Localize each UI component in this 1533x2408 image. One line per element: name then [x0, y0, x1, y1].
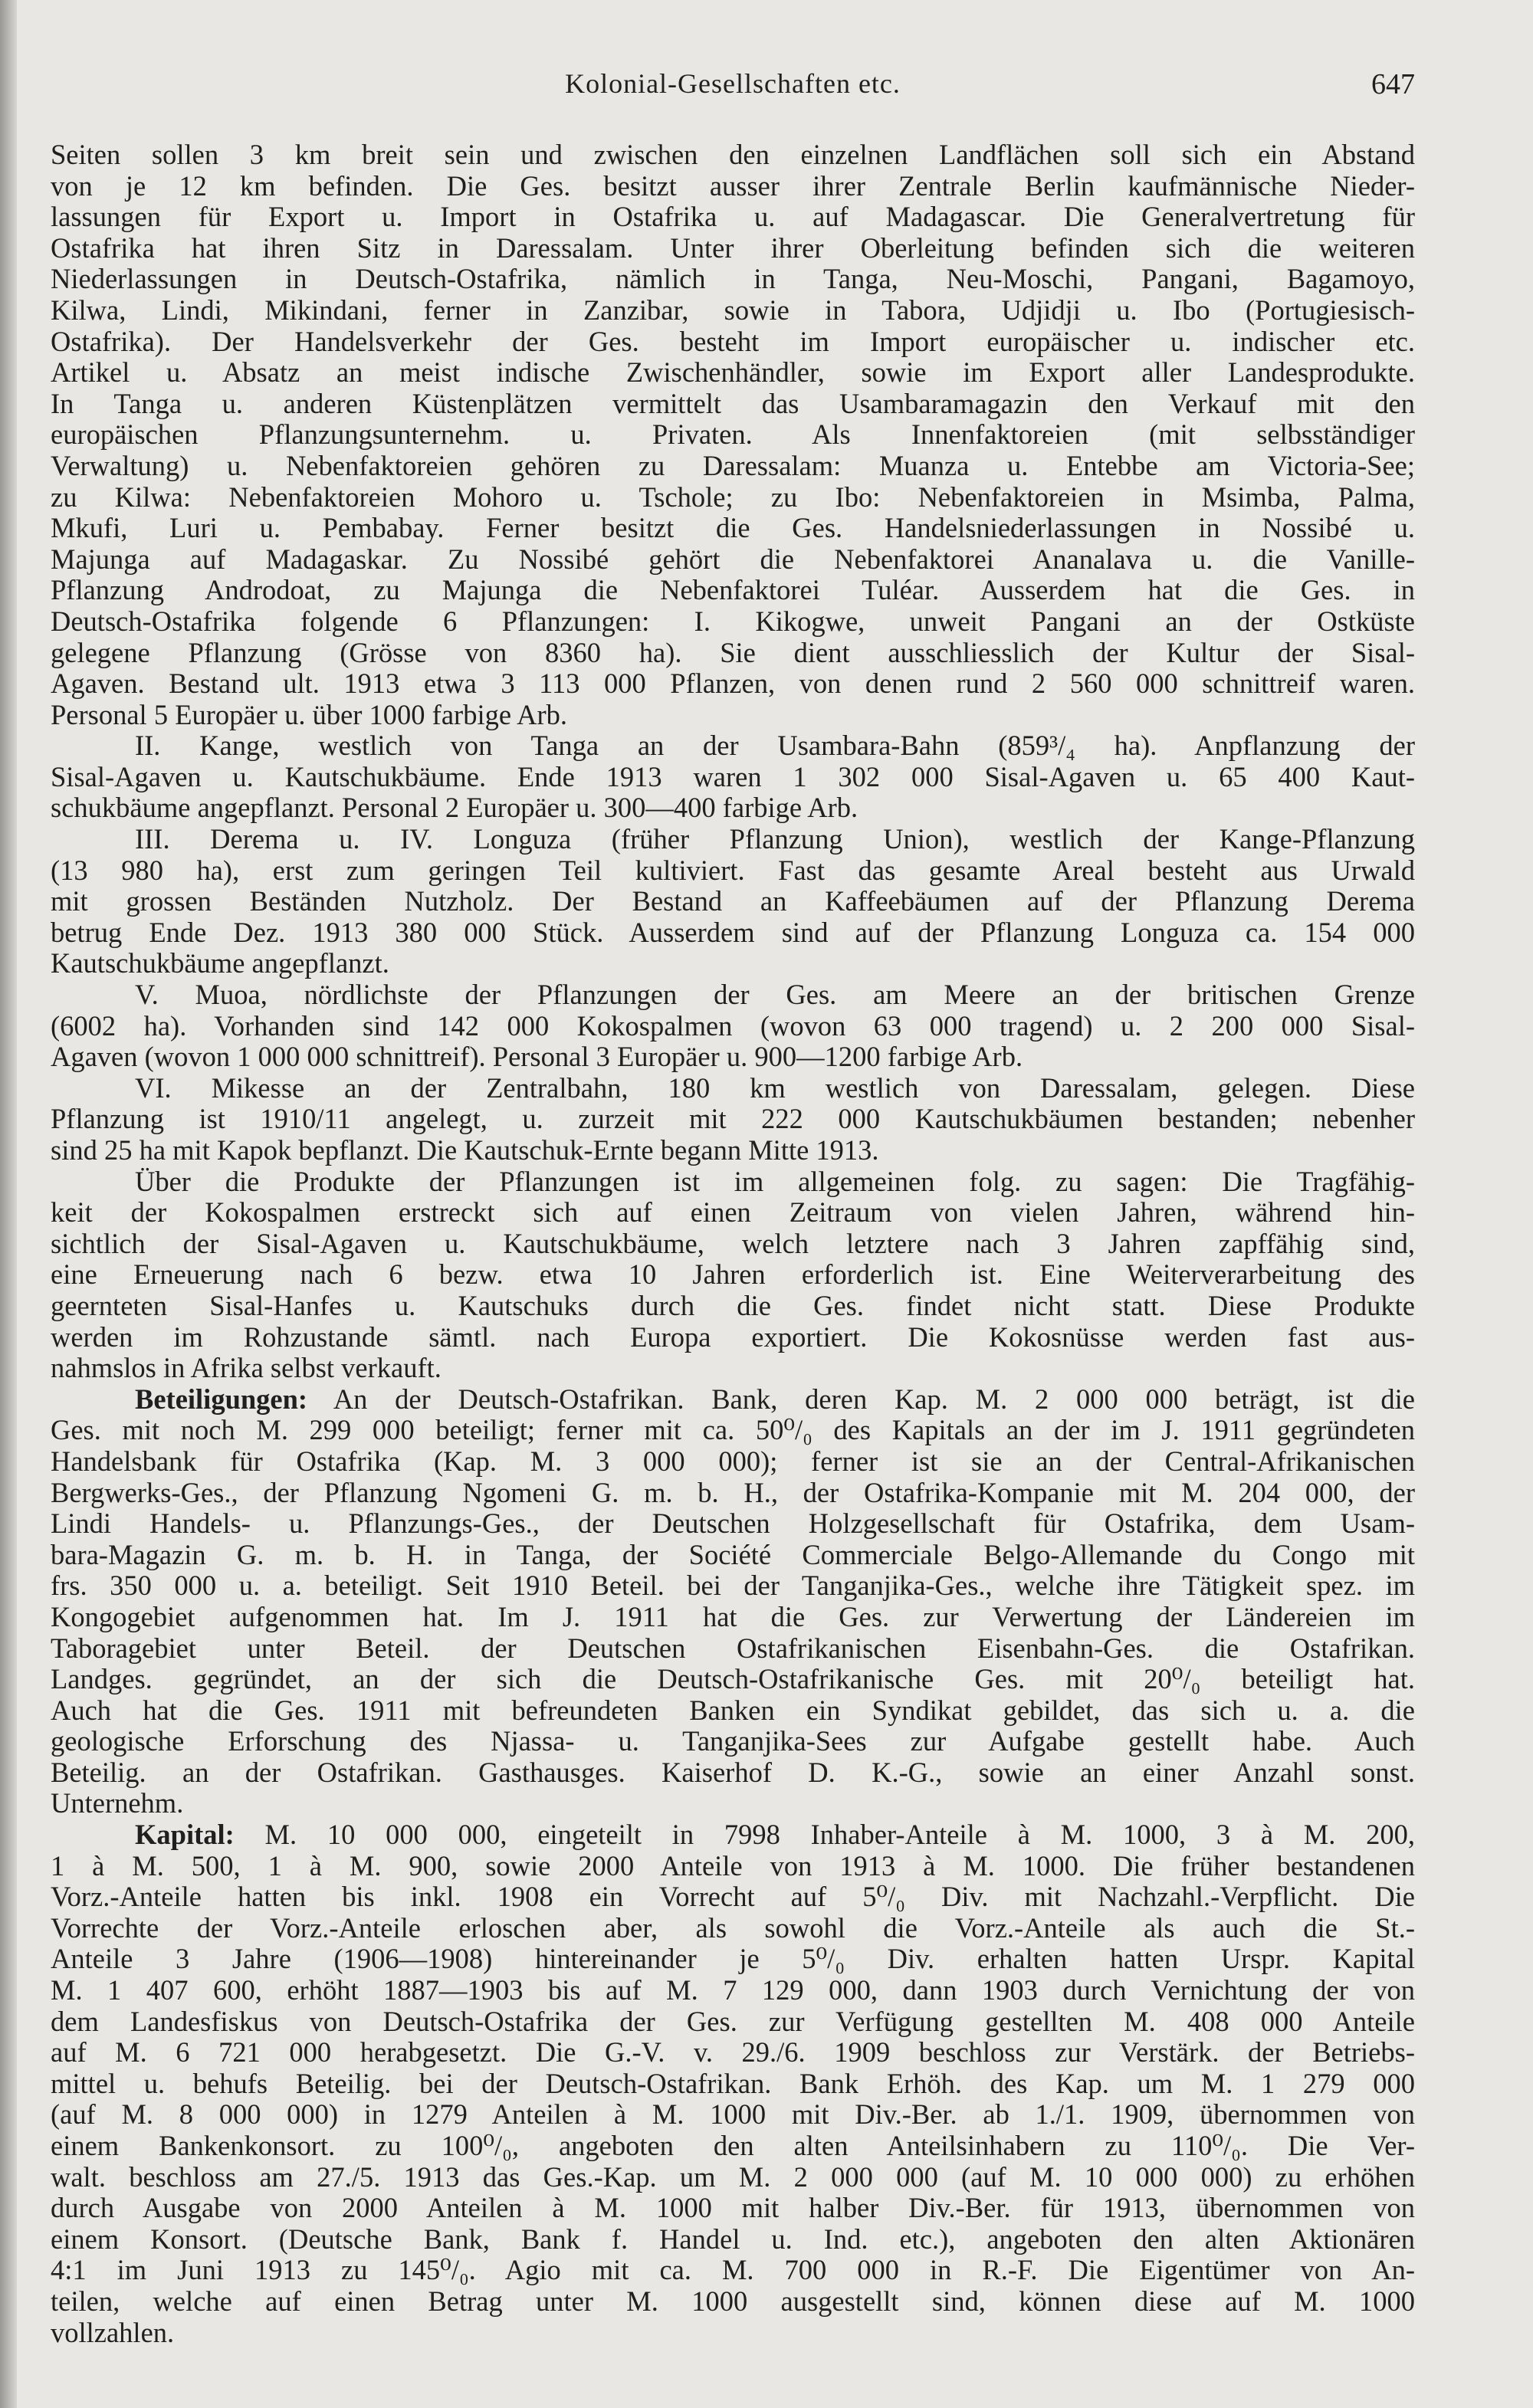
text-line — [51, 1291, 1415, 1322]
line-text: II. Kange, westlich von Tanga an der Usambara-Bahn (859³/₄ ha). Anpflanzung der — [135, 730, 1415, 762]
text-line — [51, 1446, 1415, 1478]
text-line — [51, 1384, 1415, 1416]
line-text: Beteilig. an der Ostafrikan. Gasthausges. Kaiserhof D. K.-G., sowie an einer Anzahl sonst. — [51, 1756, 1415, 1788]
text-line — [51, 948, 1415, 979]
line-text: 4:1 im Juni 1913 zu 145⁰/₀. Agio mit ca. M. 700 000 in R.-F. Die Eigentümer von An- — [51, 2254, 1415, 2286]
line-text: einem Bankenkonsort. zu 100⁰/₀, angeboten den alten Anteilsinhabern zu 110⁰/₀. Die Ver- — [51, 2130, 1415, 2161]
line-text: Pflanzung ist 1910/11 angelegt, u. zurzeit mit 222 000 Kautschukbäumen bestanden; nebenher — [51, 1103, 1415, 1135]
text-line — [51, 482, 1415, 513]
text-line — [51, 1975, 1415, 2006]
text-line — [51, 700, 1415, 731]
text-line — [51, 1695, 1415, 1727]
line-text: (auf M. 8 000 000) in 1279 Anteilen à M. 1000 mit Div.-Ber. ab 1./1. 1909, übernommen von — [51, 2098, 1415, 2131]
line-text: Ges. mit noch M. 299 000 beteiligt; ferner mit ca. 50⁰/₀ des Kapitals an der im J. 1911 gegründeten — [51, 1414, 1415, 1446]
text-line — [51, 1478, 1415, 1509]
text-line — [51, 1664, 1415, 1695]
line-text: Majunga auf Madagaskar. Zu Nossibé gehört die Nebenfaktorei Ananalava u. die Vanille- — [51, 543, 1415, 575]
line-text: Vorrechte der Vorz.-Anteile erloschen aber, als sowohl die Vorz.-Anteile als auch die St.- — [51, 1911, 1415, 1944]
line-text: Anteile 3 Jahre (1906—1908) hintereinander je 5⁰/₀ Div. erhalten hatten Urspr. Kapital — [51, 1943, 1415, 1975]
paragraph — [51, 139, 1415, 730]
text-line — [51, 1851, 1415, 1882]
text-line — [51, 1757, 1415, 1789]
text-line — [51, 824, 1415, 855]
text-line — [51, 419, 1415, 451]
line-text: Pflanzung Androdoat, zu Majunga die Nebenfaktorei Tuléar. Ausserdem hat die Ges. in — [51, 574, 1415, 606]
text-line — [51, 2068, 1415, 2100]
text-line — [51, 2037, 1415, 2068]
page-header — [51, 67, 1415, 106]
text-line — [51, 1726, 1415, 1757]
line-text: III. Derema u. IV. Longuza (früher Pflanzung Union), westlich der Kange-Pflanzung — [135, 823, 1415, 855]
line-text: VI. Mikesse an der Zentralbahn, 180 km westlich von Daressalam, gelegen. Diese — [135, 1071, 1415, 1104]
line-text: nahmslos in Afrika selbst verkauft. — [51, 1352, 442, 1384]
text-line — [51, 1508, 1415, 1540]
running-title: Kolonial-Gesellschaften etc. — [565, 68, 901, 99]
line-text: frs. 350 000 u. a. beteiligt. Seit 1910 Beteil. bei der Tanganjika-Ges., welche ihre Tätigkeit spez. im — [51, 1570, 1415, 1602]
text-line — [51, 326, 1415, 358]
line-text: Über die Produkte der Pflanzungen ist im allgemeinen folg. zu sagen: Die Tragfähig- — [135, 1165, 1415, 1197]
paragraph — [51, 824, 1415, 979]
text-line — [51, 1042, 1415, 1073]
line-text: Sisal-Agaven u. Kautschukbäume. Ende 1913 waren 1 302 000 Sisal-Agaven u. 65 400 Kaut- — [51, 760, 1415, 792]
text-line — [51, 295, 1415, 326]
line-text: mittel u. behufs Beteilig. bei der Deutsch-Ostafrikan. Bank Erhöh. des Kap. um M. 1 279 000 — [51, 2067, 1415, 2099]
line-text: mit grossen Beständen Nutzholz. Der Bestand an Kaffeebäumen auf der Pflanzung Derema — [51, 885, 1415, 917]
text-line — [51, 1944, 1415, 1975]
text-line — [51, 139, 1415, 171]
section-heading: Beteiligungen: — [135, 1383, 308, 1415]
page-number: 647 — [1371, 68, 1415, 100]
line-text: Mkufi, Luri u. Pembabay. Ferner besitzt die Ges. Handelsniederlassungen in Nossibé u. — [51, 512, 1415, 544]
line-text: Kongogebiet aufgenommen hat. Im J. 1911 hat die Ges. zur Verwertung der Ländereien im — [51, 1600, 1415, 1632]
line-text: eine Erneuerung nach 6 bezw. etwa 10 Jahren erforderlich ist. Eine Weiterverarbeitung des — [51, 1258, 1415, 1291]
line-text: sind 25 ha mit Kapok bepflanzt. Die Kautschuk-Ernte begann Mitte 1913. — [51, 1134, 879, 1166]
text-line — [51, 855, 1415, 887]
line-text: keit der Kokospalmen erstreckt sich auf einen Zeitraum von vielen Jahren, während hin- — [51, 1196, 1415, 1229]
body-text — [51, 139, 1415, 2348]
line-text: gelegene Pflanzung (Grösse von 8360 ha). Sie dient ausschliesslich der Kultur der Sisal- — [51, 636, 1415, 668]
line-text: Ostafrika hat ihren Sitz in Daressalam. Unter ihrer Oberleitung befinden sich die weiteren — [51, 231, 1415, 264]
text-line — [51, 1322, 1415, 1353]
line-text: bara-Magazin G. m. b. H. in Tanga, der Société Commerciale Belgo-Allemande du Congo mit — [51, 1538, 1415, 1570]
line-text: einem Konsort. (Deutsche Bank, Bank f. Handel u. Ind. etc.), angeboten den alten Aktionären — [51, 2223, 1415, 2255]
text-line — [51, 606, 1415, 638]
line-text: M. 1 407 600, erhöht 1887—1903 bis auf M. 7 129 000, dann 1903 durch Vernichtung der von — [51, 1974, 1415, 2006]
text-line — [51, 1011, 1415, 1042]
text-line — [51, 544, 1415, 576]
line-text: Unternehm. — [51, 1787, 184, 1819]
line-text: Niederlassungen in Deutsch-Ostafrika, nämlich in Tanga, Neu-Moschi, Pangani, Bagamoyo, — [51, 263, 1415, 295]
text-line — [51, 1166, 1415, 1198]
paragraph — [51, 1384, 1415, 1819]
line-text: europäischen Pflanzungsunternehm. u. Privaten. Als Innenfaktoreien (mit selbsständiger — [51, 418, 1415, 451]
line-text: Lindi Handels- u. Pflanzungs-Ges., der Deutschen Holzgesellschaft für Ostafrika, dem Usam- — [51, 1507, 1415, 1540]
text-line — [51, 979, 1415, 1011]
text-line — [51, 575, 1415, 606]
line-text: vollzahlen. — [51, 2316, 175, 2348]
text-line — [51, 792, 1415, 824]
text-line — [51, 1602, 1415, 1633]
text-line — [51, 1570, 1415, 1602]
line-text: Deutsch-Ostafrika folgende 6 Pflanzungen: I. Kikogwe, unweit Pangani an der Ostküste — [51, 605, 1415, 637]
text-line — [51, 1353, 1415, 1384]
text-line — [51, 2286, 1415, 2318]
text-line — [51, 2255, 1415, 2286]
line-text: Landges. gegründet, an der sich die Deutsch-Ostafrikanische Ges. mit 20⁰/₀ beteiligt hat. — [51, 1663, 1415, 1695]
text-line — [51, 389, 1415, 420]
section-heading: Kapital: — [135, 1819, 235, 1851]
text-line — [51, 730, 1415, 762]
line-text: Personal 5 Europäer u. über 1000 farbige Arb. — [51, 698, 568, 730]
text-line — [51, 2318, 1415, 2349]
line-text: Taboragebiet unter Beteil. der Deutschen Ostafrikanischen Eisenbahn-Ges. die Ostafrikan. — [51, 1632, 1415, 1664]
line-text: zu Kilwa: Nebenfaktoreien Mohoro u. Tschole; zu Ibo: Nebenfaktoreien in Msimba, Palma, — [51, 481, 1415, 513]
text-line — [51, 2162, 1415, 2193]
text-line — [51, 886, 1415, 917]
line-text: betrug Ende Dez. 1913 380 000 Stück. Ausserdem sind auf der Pflanzung Longuza ca. 154 000 — [51, 916, 1415, 948]
text-line — [51, 1913, 1415, 1944]
paragraph — [51, 979, 1415, 1073]
text-line — [51, 1540, 1415, 1571]
line-text: Agaven (wovon 1 000 000 schnittreif). Personal 3 Europäer u. 900—1200 farbige Arb. — [51, 1041, 1023, 1073]
text-line — [51, 1073, 1415, 1104]
line-text: Verwaltung) u. Nebenfaktoreien gehören zu Daressalam: Muanza u. Entebbe am Victoria-See; — [51, 449, 1415, 481]
line-text: Seiten sollen 3 km breit sein und zwischen den einzelnen Landflächen soll sich ein Abstand — [51, 139, 1415, 170]
text-line — [51, 2224, 1415, 2255]
text-line — [51, 2131, 1415, 2162]
text-line — [51, 233, 1415, 264]
text-line — [51, 1259, 1415, 1291]
text-line — [51, 2006, 1415, 2038]
text-line — [51, 1197, 1415, 1229]
line-text: (6002 ha). Vorhanden sind 142 000 Kokospalmen (wovon 63 000 tragend) u. 2 200 000 Sisal- — [51, 1009, 1415, 1042]
line-text: walt. beschloss am 27./5. 1913 das Ges.-Kap. um M. 2 000 000 (auf M. 10 000 000) zu erhöhen — [51, 2160, 1415, 2193]
text-line — [51, 1135, 1415, 1166]
text-line — [51, 202, 1415, 233]
text-line — [51, 1819, 1415, 1851]
text-line — [51, 451, 1415, 482]
text-line — [51, 917, 1415, 949]
line-text: teilen, welche auf einen Betrag unter M. 1000 ausgestellt sind, können diese auf M. 1000 — [51, 2285, 1415, 2317]
line-text: Handelsbank für Ostafrika (Kap. M. 3 000 000); ferner ist sie an der Central-Afrikanischen — [51, 1445, 1415, 1477]
line-text: (13 980 ha), erst zum geringen Teil kultiviert. Fast das gesamte Areal besteht aus Urwald — [51, 854, 1415, 886]
text-line — [51, 1415, 1415, 1446]
line-text: Artikel u. Absatz an meist indische Zwischenhändler, sowie im Export aller Landesprodukte. — [51, 356, 1415, 389]
text-line — [51, 1229, 1415, 1260]
line-text: In Tanga u. anderen Küstenplätzen vermittelt das Usambaramagazin den Verkauf mit den — [51, 387, 1415, 419]
line-text: Vorz.-Anteile hatten bis inkl. 1908 ein Vorrecht auf 5⁰/₀ Div. mit Nachzahl.-Verpflicht. Die — [51, 1881, 1415, 1913]
line-text: Kautschukbäume angepflanzt. — [51, 947, 389, 979]
line-text: geologische Erforschung des Njassa- u. Tanganjika-Sees zur Aufgabe gestellt habe. Auch — [51, 1725, 1415, 1757]
paragraph — [51, 1819, 1415, 2348]
line-text: 1 à M. 500, 1 à M. 900, sowie 2000 Anteile von 1913 à M. 1000. Die früher bestandenen — [51, 1849, 1415, 1881]
text-line — [51, 357, 1415, 389]
text-line — [51, 1633, 1415, 1665]
line-text: geernteten Sisal-Hanfes u. Kautschuks durch die Ges. findet nicht statt. Diese Produkte — [51, 1289, 1415, 1321]
text-line — [51, 668, 1415, 700]
line-text: auf M. 6 721 000 herabgesetzt. Die G.-V. v. 29./6. 1909 beschloss zur Verstärk. der Betriebs- — [51, 2036, 1415, 2068]
line-text: Bergwerks-Ges., der Pflanzung Ngomeni G. m. b. H., der Ostafrika-Kompanie mit M. 204 000, der — [51, 1476, 1415, 1508]
line-text: Kilwa, Lindi, Mikindani, ferner in Zanzibar, sowie in Tabora, Udjidji u. Ibo (Portugiesisch- — [51, 294, 1415, 326]
paragraph — [51, 730, 1415, 824]
line-text: Agaven. Bestand ult. 1913 etwa 3 113 000 Pflanzen, von denen rund 2 560 000 schnittreif waren. — [51, 668, 1415, 700]
text-line — [51, 264, 1415, 295]
text-line — [51, 1788, 1415, 1819]
line-text: sichtlich der Sisal-Agaven u. Kautschukbäume, welch letztere nach 3 Jahren zapffähig sind, — [51, 1227, 1415, 1259]
line-text: dem Landesfiskus von Deutsch-Ostafrika der Ges. zur Verfügung gestellten M. 408 000 Anteile — [51, 2005, 1415, 2037]
text-line — [51, 1104, 1415, 1135]
line-text: Ostafrika). Der Handelsverkehr der Ges. besteht im Import europäischer u. indischer etc. — [51, 325, 1415, 357]
line-text: M. 10 000 000, eingeteilt in 7998 Inhaber-Anteile à M. 1000, 3 à M. 200, — [234, 1819, 1415, 1851]
line-text: schukbäume angepflanzt. Personal 2 Europäer u. 300—400 farbige Arb. — [51, 792, 858, 824]
paragraph — [51, 1166, 1415, 1384]
line-text: von je 12 km befinden. Die Ges. besitzt ausser ihrer Zentrale Berlin kaufmännische Nieder- — [51, 169, 1415, 202]
paragraph — [51, 1073, 1415, 1166]
text-line — [51, 638, 1415, 669]
line-text: Auch hat die Ges. 1911 mit befreundeten Banken ein Syndikat gebildet, das sich u. a. die — [51, 1694, 1415, 1726]
line-text: lassungen für Export u. Import in Ostafrika u. auf Madagascar. Die Generalvertretung für — [51, 201, 1415, 233]
text-line — [51, 513, 1415, 544]
line-text: werden im Rohzustande sämtl. nach Europa exportiert. Die Kokosnüsse werden fast aus- — [51, 1320, 1415, 1353]
text-line — [51, 2193, 1415, 2224]
text-line — [51, 171, 1415, 202]
text-line — [51, 762, 1415, 793]
text-line — [51, 2099, 1415, 2131]
text-line — [51, 1881, 1415, 1913]
line-text: V. Muoa, nördlichste der Pflanzungen der Ges. am Meere an der britischen Grenze — [135, 979, 1415, 1011]
page-edge-shadow — [0, 0, 17, 2408]
line-text: An der Deutsch-Ostafrikan. Bank, deren Kap. M. 2 000 000 beträgt, ist die — [307, 1383, 1415, 1415]
line-text: durch Ausgabe von 2000 Anteilen à M. 1000 mit halber Div.-Ber. für 1913, übernommen von — [51, 2192, 1415, 2224]
